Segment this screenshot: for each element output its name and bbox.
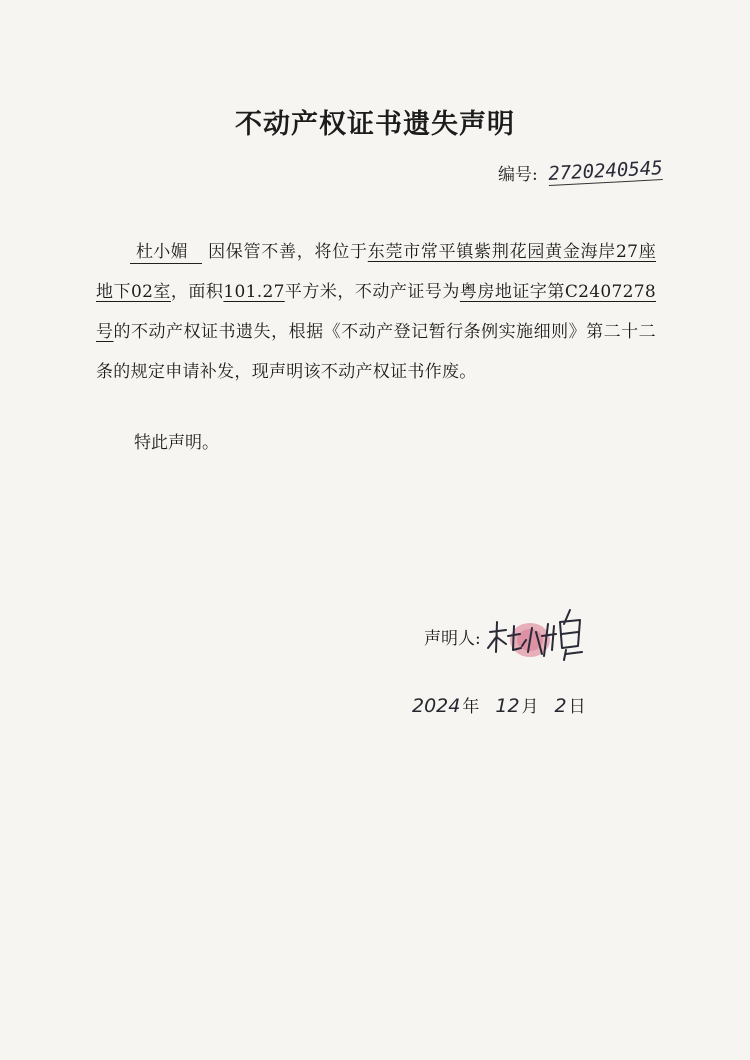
signer-label: 声明人: (424, 629, 481, 649)
declaration-date (412, 692, 586, 717)
signature-image (482, 606, 592, 666)
date-day: 2 (554, 695, 567, 717)
body-segment-3: 平方米，不动产证号为 (284, 282, 460, 302)
document-title: 不动产权证书遗失声明 (235, 109, 515, 140)
declaration-body (96, 232, 656, 392)
date-year: 2024 (412, 695, 461, 717)
serial-value: 2720240545 (547, 157, 664, 186)
body-segment-4: 的不动产权证书遗失，根据《不动产登记暂行条例实施细则》第二十二条的规定申请补发，现声明该不动产权证书作废。 (96, 322, 656, 382)
date-month-unit: 月 (521, 697, 539, 717)
property-address: 东莞市常平镇紫荆花园黄金海岸27座地下02室 (96, 242, 656, 302)
body-segment-1: 因保管不善，将位于 (208, 242, 368, 262)
serial-number (498, 157, 664, 186)
certificate-number: 粤房地证字第C2407278号 (96, 282, 656, 342)
date-month: 12 (495, 695, 520, 717)
closing-statement: 特此声明。 (134, 433, 219, 453)
date-year-unit: 年 (462, 697, 480, 717)
declarant-name: 杜小媚 (130, 241, 202, 264)
property-area: 101.27 (223, 282, 285, 302)
serial-label: 编号: (498, 165, 538, 185)
date-day-unit: 日 (568, 697, 586, 717)
handwritten-signature (482, 606, 592, 666)
body-segment-2: ，面积 (170, 282, 224, 302)
